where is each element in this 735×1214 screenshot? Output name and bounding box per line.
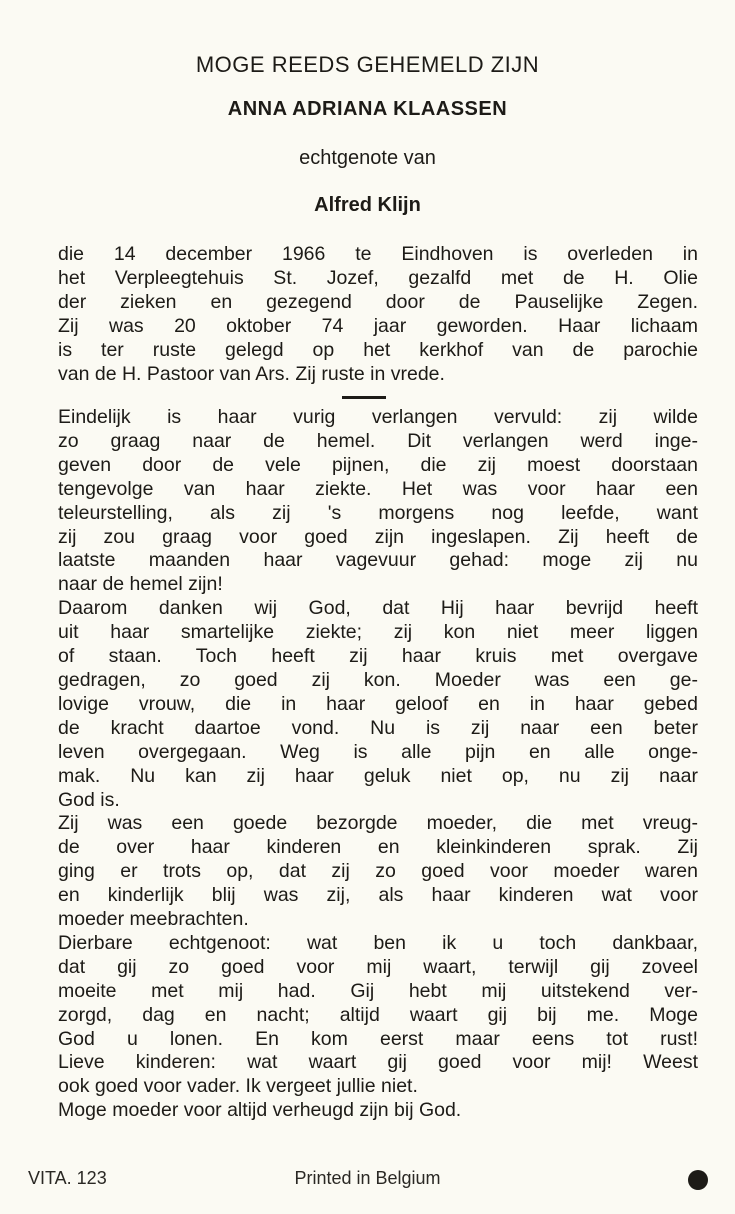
text-line: ging er trots op, dat zij zo goed voor moeder waren	[58, 860, 698, 883]
text-line: God is.	[58, 788, 120, 811]
text-line: laatste maanden haar vagevuur gehad: moge zij nu	[58, 549, 698, 572]
text-line: dat gij zo goed voor mij waart, terwijl gij zoveel	[58, 955, 698, 978]
text-line: God u lonen. En kom eerst maar eens tot rust!	[58, 1027, 698, 1050]
text-line: Moge moeder voor altijd verheugd zijn bij God.	[58, 1099, 462, 1122]
text-line: Daarom danken wij God, dat Hij haar bevrijd heeft	[58, 597, 698, 620]
text-line: Zij was een goede bezorgde moeder, die met vreug-	[58, 812, 698, 835]
text-line: tengevolge van haar ziekte. Het was voor haar een	[58, 477, 698, 500]
text-line: de over haar kinderen en kleinkinderen sprak. Zij	[58, 836, 698, 859]
text-line: en kinderlijk blij was zij, als haar kinderen wat voor	[58, 884, 698, 907]
text-line: is ter ruste gelegd op het kerkhof van de parochie	[58, 338, 698, 361]
text-line: gedragen, zo goed zij kon. Moeder was een ge-	[58, 668, 698, 691]
memorial-heading: MOGE REEDS GEHEMELD ZIJN	[195, 52, 540, 77]
text-line: zorgd, dag en nacht; altijd waart gij bij me. Moge	[58, 1003, 698, 1026]
relation-text: echtgenote van	[299, 147, 436, 169]
text-line: leven overgegaan. Weg is alle pijn en alle onge-	[58, 740, 698, 763]
printer-note: Printed in Belgium	[294, 1168, 441, 1188]
divider	[342, 396, 386, 399]
text-line: moeder meebrachten.	[58, 908, 249, 931]
text-line: het Verpleegtehuis St. Jozef, gezalfd met de H. Olie	[58, 266, 698, 289]
body-text	[58, 406, 698, 1123]
text-line: teleurstelling, als zij 's morgens nog leefde, want	[58, 501, 698, 524]
intro-paragraph	[58, 243, 698, 386]
text-line: zo graag naar de hemel. Dit verlangen werd inge-	[58, 429, 698, 452]
text-line: Dierbare echtgenoot: wat ben ik u toch dankbaar,	[58, 931, 698, 954]
text-line: die 14 december 1966 te Eindhoven is overleden in	[58, 243, 698, 265]
text-line: uit haar smartelijke ziekte; zij kon niet meer liggen	[58, 621, 698, 644]
text-line: lovige vrouw, die in haar geloof en in haar gebed	[58, 692, 698, 715]
text-line: zij zou graag voor goed zijn ingeslapen. Zij heeft de	[58, 525, 698, 548]
series-code: VITA. 123	[28, 1168, 107, 1188]
text-line: of staan. Toch heeft zij haar kruis met overgave	[58, 645, 698, 668]
text-line: naar de hemel zijn!	[58, 573, 223, 596]
text-line: Zij was 20 oktober 74 jaar geworden. Haar lichaam	[58, 314, 698, 337]
text-line: Lieve kinderen: wat waart gij goed voor mij! Weest	[58, 1051, 698, 1074]
text-line: de kracht daartoe vond. Nu is zij naar een beter	[58, 716, 698, 739]
text-line: ook goed voor vader. Ik vergeet jullie niet.	[58, 1075, 418, 1098]
text-line: van de H. Pastoor van Ars. Zij ruste in vrede.	[58, 362, 445, 385]
text-line: der zieken en gezegend door de Pauselijke Zegen.	[58, 290, 698, 313]
spouse-name: Alfred Klijn	[314, 194, 421, 216]
text-line: Eindelijk is haar vurig verlangen vervuld: zij wilde	[58, 406, 698, 428]
text-line: moeite met mij had. Gij hebt mij uitstekend ver-	[58, 979, 698, 1002]
deceased-name: ANNA ADRIANA KLAASSEN	[227, 98, 508, 120]
text-line: mak. Nu kan zij haar geluk niet op, nu zij naar	[58, 764, 698, 787]
ink-dot-mark	[688, 1170, 708, 1190]
text-line: geven door de vele pijnen, die zij moest doorstaan	[58, 453, 698, 476]
